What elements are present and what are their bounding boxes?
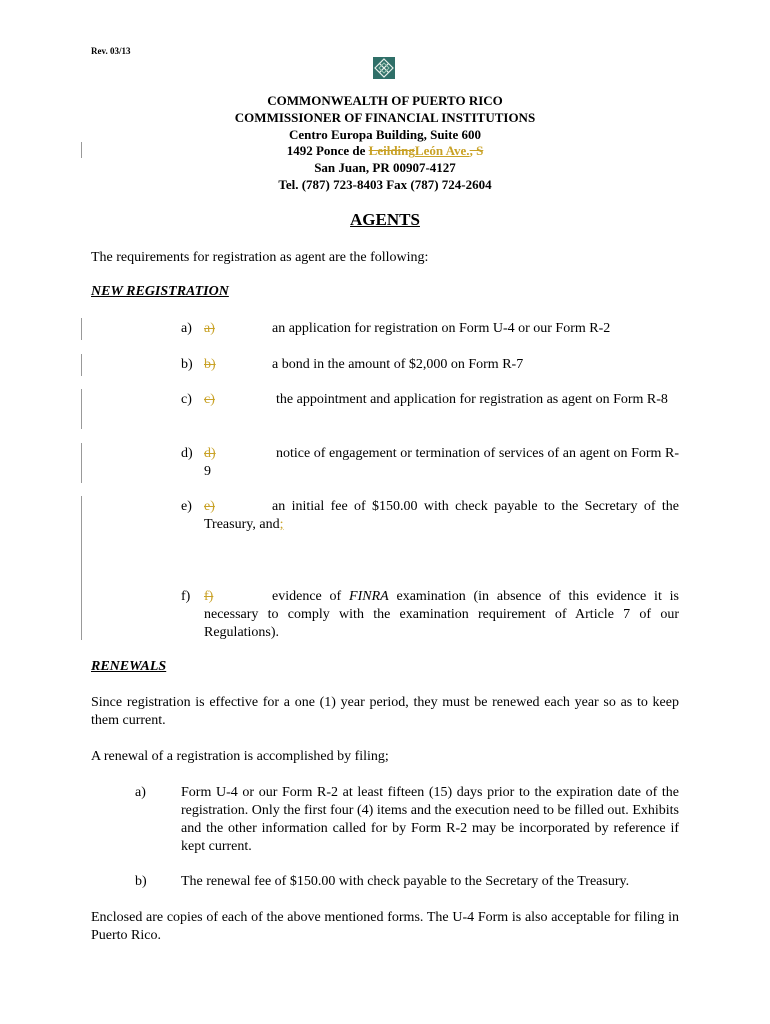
header-line-2: COMMISSIONER OF FINANCIAL INSTITUTIONS xyxy=(234,109,536,125)
address-deleted-tail: , S xyxy=(469,143,484,159)
item-text: an initial fee of $150.00 with check payable to the Secretary of the Treasury, and xyxy=(204,499,679,532)
address-prefix: 1492 Ponce de xyxy=(286,143,369,159)
header-line-4 xyxy=(150,143,620,160)
item-text: Form U-4 or our Form R-2 at least fifteen (15) days prior to the expiration date of the registration. Only the first four (4) items and the execution need to be filled out. Exhibits and the other information called for by Form R-2 may be incorporated by reference if kept current. xyxy=(181,785,679,854)
closing-paragraph: Enclosed are copies of each of the above mentioned forms. The U-4 Form is also acceptable for filing in Puerto Rico. xyxy=(91,910,679,943)
header-line-6: Tel. (787) 723-8403 Fax (787) 724-2604 xyxy=(278,176,492,192)
address-inserted-text: León Ave. xyxy=(414,143,470,159)
item-text: a bond in the amount of $2,000 on Form R-7 xyxy=(272,357,524,372)
list-item xyxy=(181,320,679,338)
list-item xyxy=(181,356,679,374)
item-label: b) xyxy=(181,357,193,372)
item-deleted-label: d) xyxy=(204,446,216,461)
change-bar xyxy=(81,389,82,429)
item-label: f) xyxy=(181,589,191,604)
address-deleted-text: Leilding xyxy=(368,143,415,159)
list-item xyxy=(181,498,679,534)
diamond-knot-logo-icon xyxy=(373,57,395,79)
header-line-5: San Juan, PR 00907-4127 xyxy=(314,160,456,176)
header-line-3: Centro Europa Building, Suite 600 xyxy=(288,126,482,142)
letterhead xyxy=(150,93,620,194)
header-line-1: COMMONWEALTH OF PUERTO RICO xyxy=(267,93,503,108)
change-bar xyxy=(81,318,82,340)
item-inserted-punctuation: ; xyxy=(279,517,284,532)
change-bar xyxy=(81,443,82,483)
item-deleted-label: a) xyxy=(204,321,215,336)
list-item xyxy=(181,588,679,642)
item-deleted-label: b) xyxy=(204,357,216,372)
item-label: a) xyxy=(135,785,146,800)
item-text: the appointment and application for registration as agent on Form R-8 xyxy=(276,392,668,407)
list-item xyxy=(135,784,679,856)
item-text: an application for registration on Form U-4 or our Form R-2 xyxy=(272,321,611,336)
item-label: a) xyxy=(181,321,192,336)
item-text-prefix: evidence of xyxy=(272,589,350,604)
item-text: notice of engagement or termination of services of an agent on Form R-9 xyxy=(204,446,679,479)
change-bar xyxy=(81,142,82,158)
item-deleted-label: c) xyxy=(204,392,215,407)
new-registration-heading: NEW REGISTRATION xyxy=(91,284,229,299)
list-item xyxy=(181,445,679,481)
item-label: e) xyxy=(181,499,192,514)
revision-note: Rev. 03/13 xyxy=(91,46,131,56)
renewals-heading: RENEWALS xyxy=(91,659,167,674)
item-deleted-label: e) xyxy=(204,499,215,514)
list-item xyxy=(181,391,679,427)
item-text: The renewal fee of $150.00 with check payable to the Secretary of the Treasury. xyxy=(181,874,630,889)
list-item xyxy=(135,873,679,891)
change-bar xyxy=(81,354,82,376)
item-text: examination (in absence of this evidence it is necessary to comply with the examination requirement of Article 7 of our Regulations). xyxy=(204,589,679,640)
item-label: c) xyxy=(181,392,192,407)
page-title: AGENTS xyxy=(350,210,420,229)
item-label: d) xyxy=(181,446,193,461)
item-text-emphasis: FINRA xyxy=(349,589,389,604)
item-deleted-label: f) xyxy=(204,589,214,604)
renewals-paragraph-2: A renewal of a registration is accomplished by filing; xyxy=(91,749,389,764)
renewals-paragraph-1: Since registration is effective for a one (1) year period, they must be renewed each year so as to keep them current. xyxy=(91,695,679,728)
item-label: b) xyxy=(135,874,147,889)
change-bar xyxy=(81,496,82,640)
intro-text: The requirements for registration as agent are the following: xyxy=(91,250,429,265)
